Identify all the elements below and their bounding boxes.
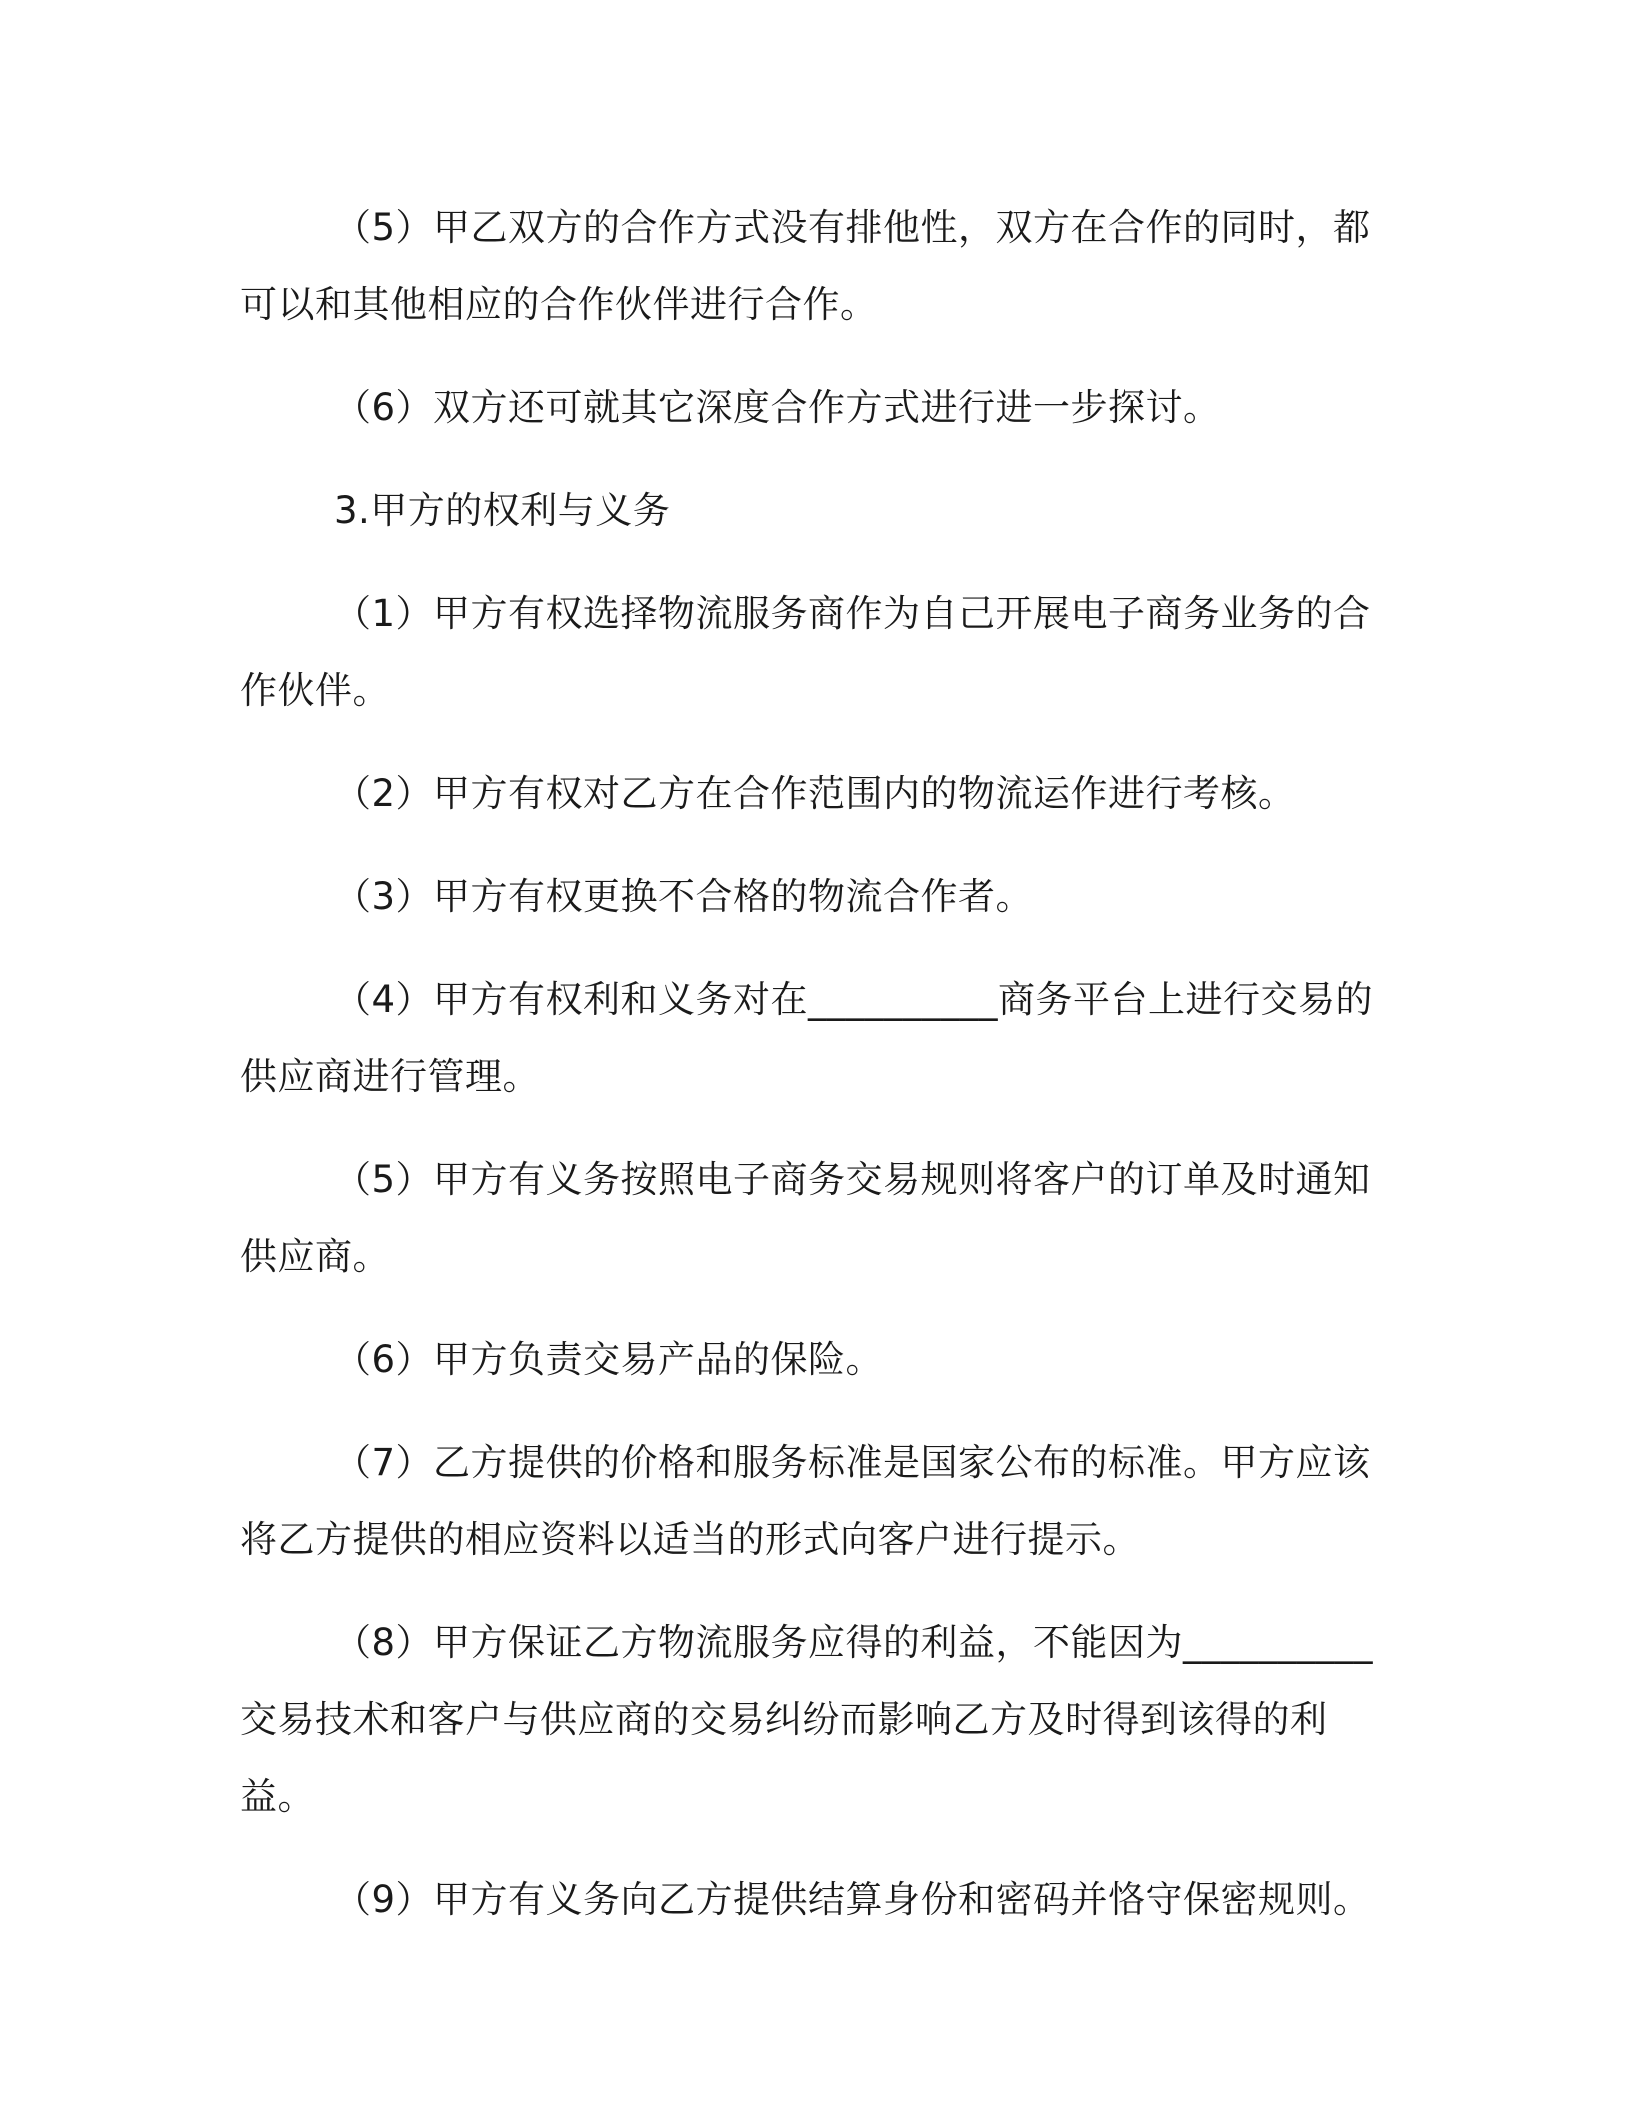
clause-paragraph: （5）甲乙双方的合作方式没有排他性，双方在合作的同时，都可以和其他相应的合作伙伴进行合作。 bbox=[240, 206, 1371, 326]
clause-paragraph: （9）甲方有义务向乙方提供结算身份和密码并恪守保密规则。 bbox=[334, 1878, 1371, 1921]
clause-paragraph: （6）双方还可就其它深度合作方式进行进一步探讨。 bbox=[334, 386, 1221, 429]
clause-paragraph: （2）甲方有权对乙方在合作范围内的物流运作进行考核。 bbox=[334, 772, 1296, 815]
clause-paragraph: （6）甲方负责交易产品的保险。 bbox=[334, 1338, 884, 1381]
section-heading: 3.甲方的权利与义务 bbox=[334, 489, 671, 532]
clause-paragraph: （4）甲方有权利和义务对在__________商务平台上进行交易的供应商进行管理。 bbox=[240, 978, 1374, 1098]
clause-paragraph: （8）甲方保证乙方物流服务应得的利益，不能因为__________交易技术和客户与供应商的交易纠纷而影响乙方及时得到该得的利益。 bbox=[240, 1621, 1374, 1818]
document-body bbox=[240, 189, 1380, 1964]
clause-paragraph: （5）甲方有义务按照电子商务交易规则将客户的订单及时通知供应商。 bbox=[240, 1158, 1371, 1278]
clause-paragraph: （3）甲方有权更换不合格的物流合作者。 bbox=[334, 875, 1034, 918]
clause-paragraph: （7）乙方提供的价格和服务标准是国家公布的标准。甲方应该将乙方提供的相应资料以适当的形式向客户进行提示。 bbox=[240, 1441, 1371, 1561]
clause-paragraph: （1）甲方有权选择物流服务商作为自己开展电子商务业务的合作伙伴。 bbox=[240, 592, 1371, 712]
